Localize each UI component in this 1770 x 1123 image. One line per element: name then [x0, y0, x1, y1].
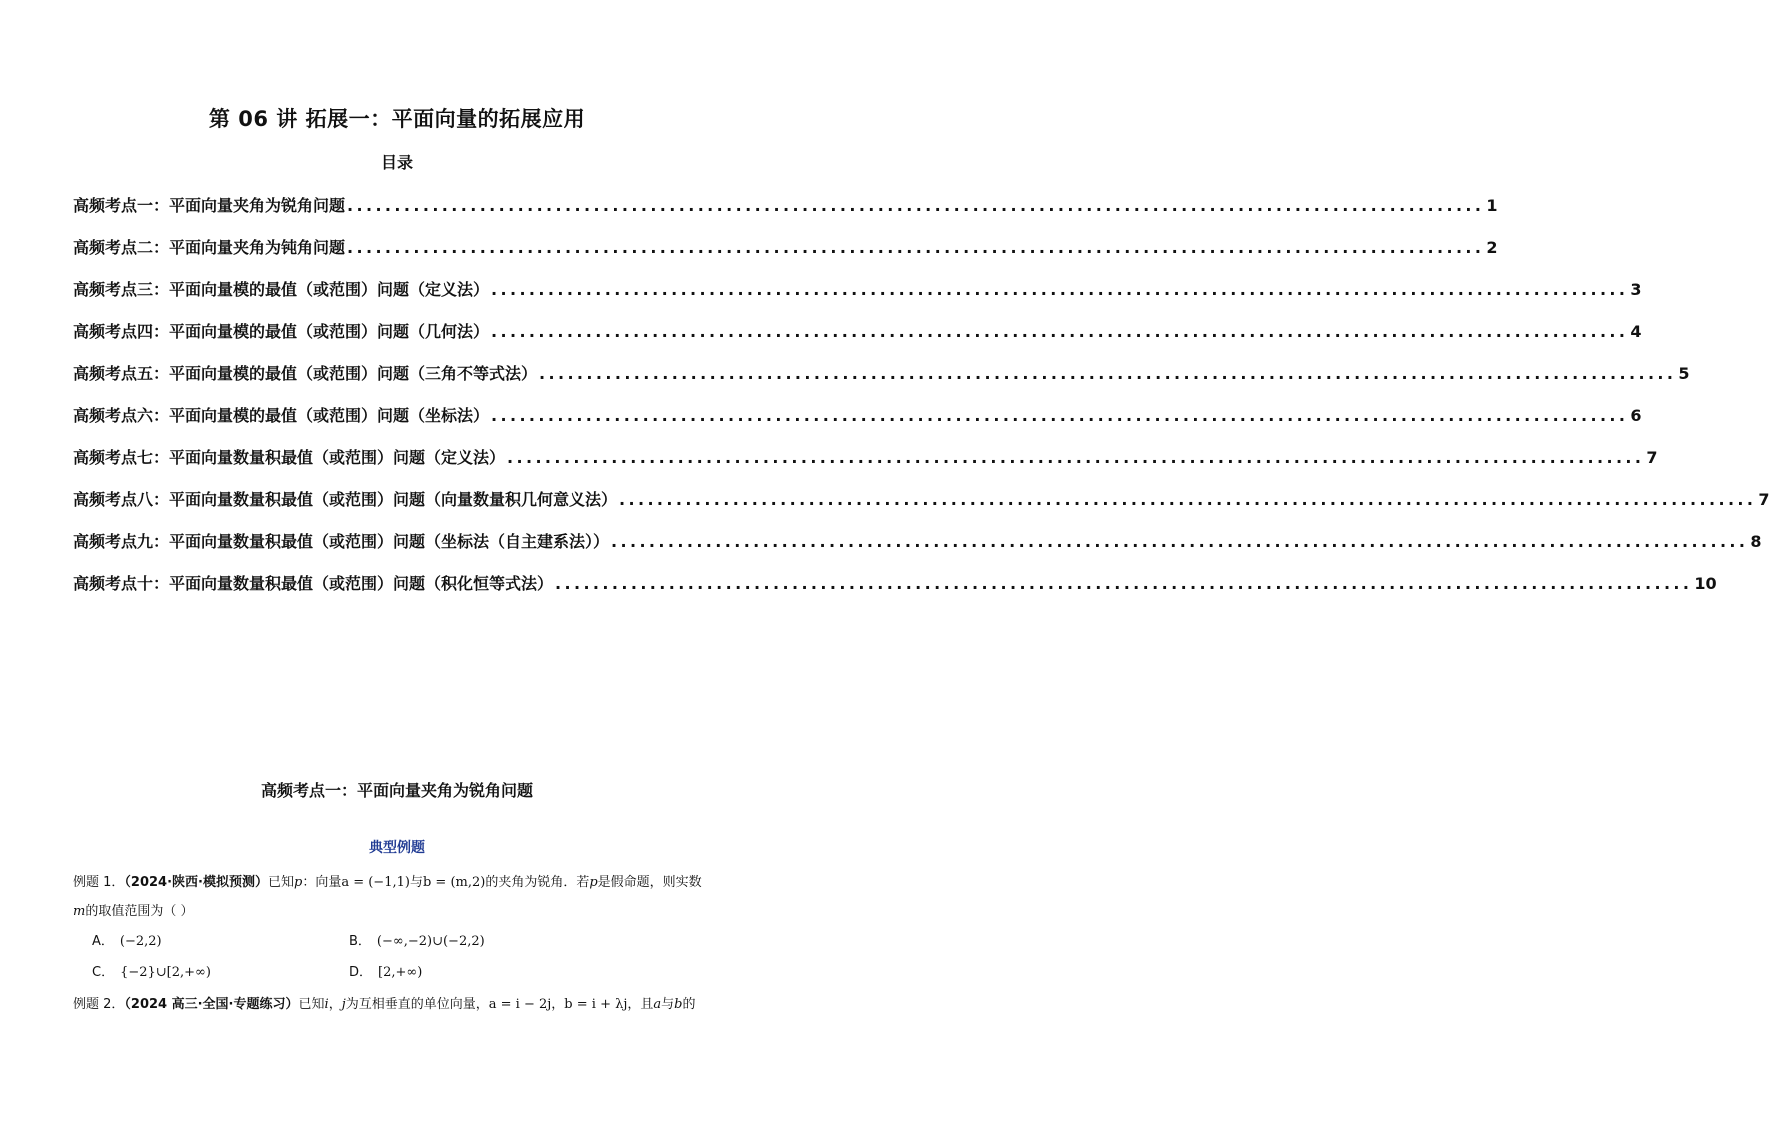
toc-dot-leader: ........................................................................................................................: [347, 196, 1485, 215]
sub-heading: 典型例题: [369, 840, 425, 856]
toc-entry[interactable]: [73, 571, 1717, 613]
example-2-text: 的: [682, 997, 696, 1012]
example-1-text: 的取值范围为（ ）: [85, 904, 194, 919]
example-2-text: ，: [328, 997, 342, 1012]
toc-entry[interactable]: [73, 529, 1762, 571]
toc-entry-label: 高频考点十：平面向量数量积最值（或范围）问题（积化恒等式法）: [73, 574, 554, 593]
toc-entry-label: 高频考点二：平面向量夹角为钝角问题: [73, 238, 346, 257]
toc-dot-leader: ........................................................................................................................: [555, 574, 1693, 593]
variable-m: m: [73, 904, 86, 919]
example-2-text: 与: [661, 997, 675, 1012]
toc-dot-leader: ........................................................................................................................: [347, 238, 1485, 257]
example-2-text: 为互相垂直的单位向量，: [345, 997, 489, 1012]
example-2-label: 例题 2．: [73, 997, 125, 1012]
example-1-line-1: [73, 873, 733, 893]
toc-entry-page: 8: [1750, 532, 1762, 551]
example-1-text: 已知: [267, 875, 294, 890]
example-2-text: 已知: [298, 997, 325, 1012]
vector-b-definition: b = (m,2): [422, 875, 486, 890]
toc-dot-leader: ........................................................................................................................: [507, 448, 1645, 467]
toc-entry-label: 高频考点九：平面向量数量积最值（或范围）问题（坐标法（自主建系法））: [73, 532, 610, 551]
toc-entry[interactable]: [73, 403, 1642, 445]
toc-entry-page: 1: [1486, 196, 1498, 215]
example-1-text: 的夹角为锐角．若: [485, 875, 590, 890]
toc-entry[interactable]: [73, 319, 1642, 361]
example-2-text: ，: [551, 997, 565, 1012]
vector-b-equation: b = i + λj: [564, 997, 628, 1012]
option-key: B．: [349, 934, 371, 949]
toc-dot-leader: ........................................................................................................................: [539, 364, 1677, 383]
example-2-source: （2024 高三·全国·专题练习）: [124, 997, 299, 1012]
vector-j: j: [341, 997, 346, 1012]
toc-dot-leader: ........................................................................................................................: [491, 280, 1629, 299]
proposition-p: p: [589, 875, 598, 890]
document-title: 第 06 讲 拓展一：平面向量的拓展应用: [208, 107, 586, 131]
toc-entry-page: 7: [1758, 490, 1770, 509]
vector-a: a: [653, 997, 662, 1012]
toc-entry-label: 高频考点三：平面向量模的最值（或范围）问题（定义法）: [73, 280, 490, 299]
example-2-line-1: [73, 995, 733, 1015]
toc-entry[interactable]: [73, 361, 1690, 403]
toc-entry[interactable]: [73, 235, 1498, 277]
toc-dot-leader: ........................................................................................................................: [491, 406, 1629, 425]
vector-i: i: [324, 997, 329, 1012]
table-of-contents: [73, 193, 1770, 613]
option-value: [2,+∞): [378, 965, 423, 980]
option-value: (−∞,−2)∪(−2,2): [376, 934, 485, 949]
toc-dot-leader: ........................................................................................................................: [611, 532, 1749, 551]
toc-entry[interactable]: [73, 193, 1498, 235]
vector-a-equation: a = i − 2j: [488, 997, 552, 1012]
toc-entry-page: 6: [1630, 406, 1642, 425]
example-1-line-2: [73, 902, 733, 922]
toc-dot-leader: ........................................................................................................................: [619, 490, 1757, 509]
vector-a-definition: a = (−1,1): [341, 875, 410, 890]
toc-entry-page: 2: [1486, 238, 1498, 257]
option-value: (−2,2): [119, 934, 162, 949]
toc-entry-label: 高频考点六：平面向量模的最值（或范围）问题（坐标法）: [73, 406, 490, 425]
option-b[interactable]: [349, 932, 485, 952]
toc-entry[interactable]: [73, 487, 1770, 529]
vector-b: b: [674, 997, 683, 1012]
toc-entry-label: 高频考点五：平面向量模的最值（或范围）问题（三角不等式法）: [73, 364, 538, 383]
option-value: {−2}∪[2,+∞): [120, 965, 211, 980]
example-2-text: ，且: [627, 997, 654, 1012]
option-key: A．: [92, 934, 114, 949]
example-1-text: 是假命题，则实数: [597, 875, 702, 890]
example-1-source: （2024·陕西·模拟预测）: [124, 875, 268, 890]
toc-entry-page: 3: [1630, 280, 1642, 299]
toc-entry-page: 10: [1694, 574, 1717, 593]
option-a[interactable]: [92, 932, 162, 952]
example-1-label: 例题 1．: [73, 875, 125, 890]
toc-entry-label: 高频考点一：平面向量夹角为锐角问题: [73, 196, 346, 215]
example-1-text: 与: [409, 875, 423, 890]
toc-entry[interactable]: [73, 445, 1658, 487]
toc-entry-label: 高频考点四：平面向量模的最值（或范围）问题（几何法）: [73, 322, 490, 341]
toc-dot-leader: ........................................................................................................................: [491, 322, 1629, 341]
example-1-text: ：向量: [302, 875, 342, 890]
toc-entry-page: 7: [1646, 448, 1658, 467]
section-title: 高频考点一：平面向量夹角为锐角问题: [260, 781, 533, 800]
toc-entry-label: 高频考点八：平面向量数量积最值（或范围）问题（向量数量积几何意义法）: [73, 490, 618, 509]
option-key: C．: [92, 965, 115, 980]
toc-entry[interactable]: [73, 277, 1642, 319]
toc-entry-page: 5: [1678, 364, 1690, 383]
proposition-p: p: [293, 875, 303, 890]
toc-entry-page: 4: [1630, 322, 1642, 341]
toc-heading: 目录: [380, 153, 413, 172]
option-key: D．: [349, 965, 373, 980]
toc-entry-label: 高频考点七：平面向量数量积最值（或范围）问题（定义法）: [73, 448, 506, 467]
option-d[interactable]: [349, 963, 422, 983]
option-c[interactable]: [92, 963, 211, 983]
